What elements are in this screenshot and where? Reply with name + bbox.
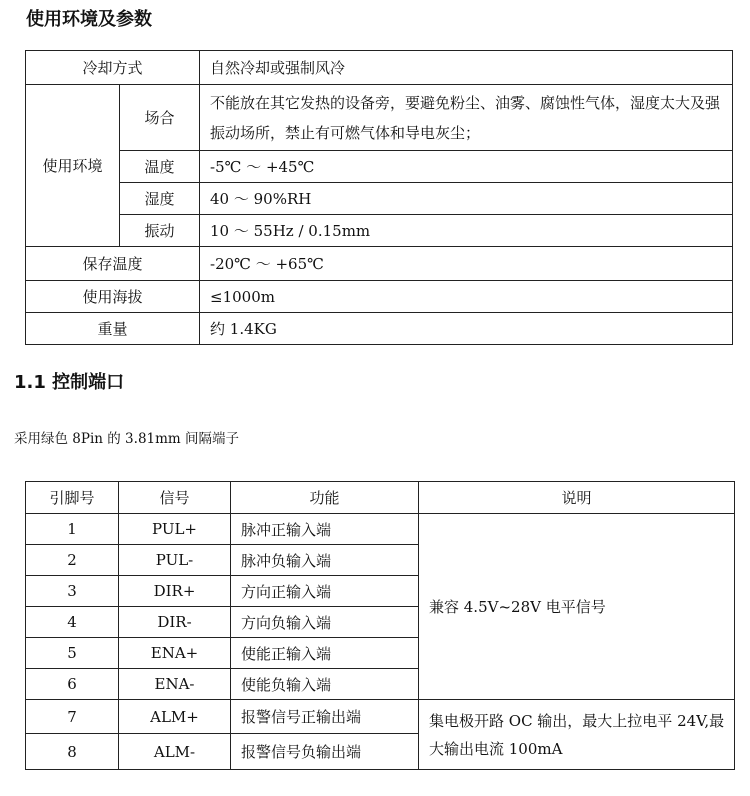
humidity-value: 40 ～ 90%RH: [200, 183, 733, 215]
header-function: 功能: [231, 482, 419, 514]
header-signal: 信号: [119, 482, 231, 514]
output-description: 集电极开路 OC 输出，最大上拉电平 24V,最大输出电流 100mA: [419, 700, 735, 770]
pin-number: 5: [26, 638, 119, 669]
header-pin: 引脚号: [26, 482, 119, 514]
signal-name: DIR-: [119, 607, 231, 638]
control-port-table: [25, 481, 735, 770]
function-text: 报警信号负输出端: [231, 734, 419, 770]
env-params-table: [25, 50, 733, 345]
pin-number: 4: [26, 607, 119, 638]
input-description: 兼容 4.5V~28V 电平信号: [419, 514, 735, 700]
function-text: 方向正输入端: [231, 576, 419, 607]
header-description: 说明: [419, 482, 735, 514]
weight-value: 约 1.4KG: [200, 313, 733, 345]
signal-name: PUL-: [119, 545, 231, 576]
table-row: [26, 514, 735, 545]
pin-number: 3: [26, 576, 119, 607]
control-port-heading: 1.1 控制端口: [14, 372, 125, 393]
altitude-label: 使用海拔: [26, 281, 200, 313]
function-text: 报警信号正输出端: [231, 700, 419, 734]
signal-name: PUL+: [119, 514, 231, 545]
function-text: 使能负输入端: [231, 669, 419, 700]
altitude-value: ≤1000m: [200, 281, 733, 313]
vibration-label: 振动: [120, 215, 200, 247]
pin-number: 6: [26, 669, 119, 700]
signal-name: ENA-: [119, 669, 231, 700]
occasion-label: 场合: [120, 85, 200, 151]
occasion-value: 不能放在其它发热的设备旁，要避免粉尘、油雾、腐蚀性气体，湿度太大及强振动场所，禁止有可燃气体和导电灰尘；: [200, 85, 733, 151]
pin-number: 2: [26, 545, 119, 576]
weight-label: 重量: [26, 313, 200, 345]
temperature-value: -5℃ ～ +45℃: [200, 151, 733, 183]
environment-label: 使用环境: [26, 85, 120, 247]
signal-name: ALM-: [119, 734, 231, 770]
pin-number: 1: [26, 514, 119, 545]
cooling-label: 冷却方式: [26, 51, 200, 85]
env-section-heading: 使用环境及参数: [26, 9, 152, 30]
signal-name: ENA+: [119, 638, 231, 669]
storage-temp-value: -20℃ ～ +65℃: [200, 247, 733, 281]
terminal-description: 采用绿色 8Pin 的 3.81mm 间隔端子: [14, 431, 240, 447]
signal-name: ALM+: [119, 700, 231, 734]
function-text: 方向负输入端: [231, 607, 419, 638]
pin-number: 7: [26, 700, 119, 734]
function-text: 脉冲负输入端: [231, 545, 419, 576]
function-text: 脉冲正输入端: [231, 514, 419, 545]
pin-number: 8: [26, 734, 119, 770]
humidity-label: 湿度: [120, 183, 200, 215]
function-text: 使能正输入端: [231, 638, 419, 669]
storage-temp-label: 保存温度: [26, 247, 200, 281]
cooling-value: 自然冷却或强制风冷: [200, 51, 733, 85]
vibration-value: 10 ～ 55Hz / 0.15mm: [200, 215, 733, 247]
signal-name: DIR+: [119, 576, 231, 607]
temperature-label: 温度: [120, 151, 200, 183]
table-row: [26, 700, 735, 734]
